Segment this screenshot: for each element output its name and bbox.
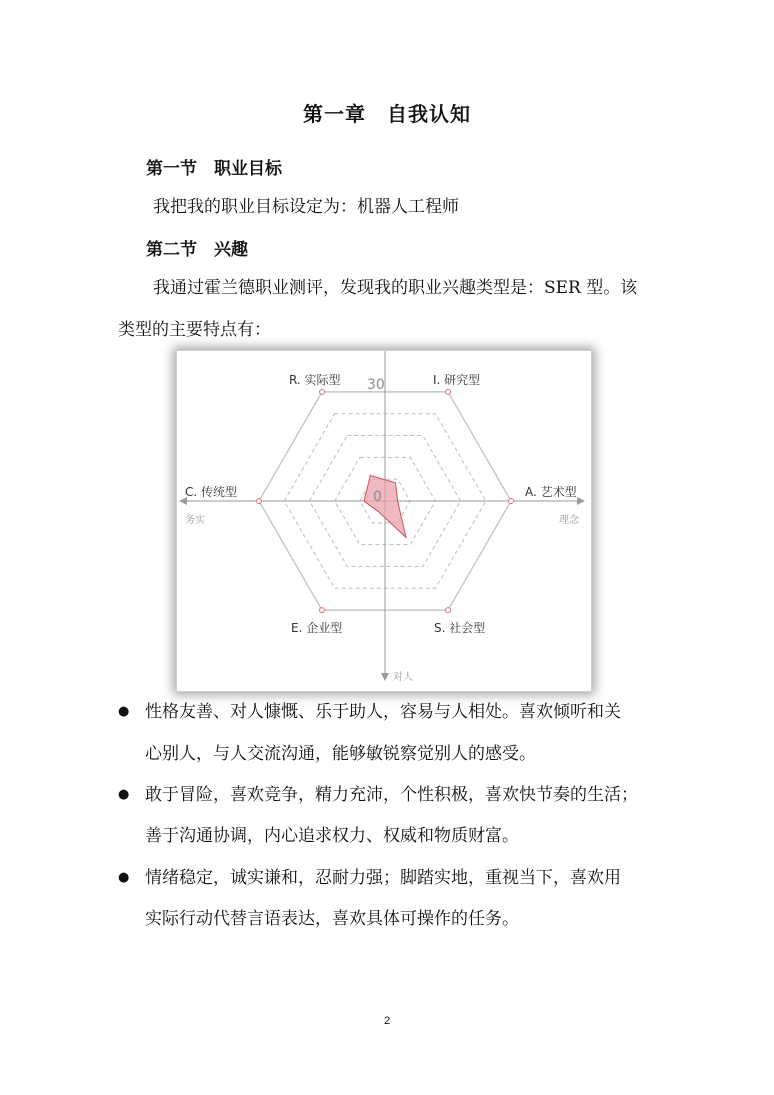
radar-vertex-dot	[509, 499, 514, 504]
radar-vertex-dot	[257, 499, 262, 504]
bullet-symbol-1: ●	[118, 704, 130, 719]
radar-vertex-dot	[320, 608, 325, 613]
section-title-career-goal: 第一节 职业目标	[146, 159, 282, 179]
interest-intro-line2: 类型的主要特点有：	[118, 320, 271, 340]
side-label-people: 对人	[393, 672, 413, 683]
bullet-2-line-1: 敢于冒险，喜欢竞争，精力充沛，个性积极，喜欢快节奏的生活；	[145, 785, 638, 805]
horizontal-axis-arrow-right	[577, 497, 585, 505]
career-goal-text: 我把我的职业目标设定为：机器人工程师	[153, 197, 459, 217]
bullet-3-line-1: 情绪稳定，诚实谦和，忍耐力强；脚踏实地，重视当下，喜欢用	[145, 868, 621, 888]
vertical-axis-arrow-bottom	[381, 673, 389, 681]
tick-label-max: 30	[367, 377, 385, 393]
bullet-symbol-2: ●	[118, 787, 130, 802]
bullet-3-line-2: 实际行动代替言语表达，喜欢具体可操作的任务。	[145, 909, 519, 929]
axis-label-social: S. 社会型	[434, 621, 486, 635]
tick-label-zero: 0	[373, 489, 382, 505]
chapter-title: 第一章 自我认知	[303, 102, 471, 126]
bullet-symbol-3: ●	[118, 870, 130, 885]
bullet-1-line-2: 心别人，与人交流沟通，能够敏锐察觉别人的感受。	[145, 744, 536, 764]
radar-vertex-dot	[446, 608, 451, 613]
bullet-2-line-2: 善于沟通协调，内心追求权力、权威和物质财富。	[145, 826, 519, 846]
axis-label-enterprising: E. 企业型	[291, 621, 343, 635]
axis-label-artistic: A. 艺术型	[525, 485, 577, 499]
axis-label-investigative: I. 研究型	[433, 373, 481, 387]
radar-vertex-dot	[446, 389, 451, 394]
side-label-idealistic: 理念	[559, 515, 579, 526]
bullet-1-line-1: 性格友善、对人慷慨、乐于助人，容易与人相处。喜欢倾听和关	[145, 702, 621, 722]
axis-label-conventional: C. 传统型	[185, 485, 238, 499]
interest-intro-line1: 我通过霍兰德职业测评，发现我的职业兴趣类型是：SER 型。该	[153, 278, 638, 298]
section-title-interest: 第二节 兴趣	[146, 240, 248, 260]
radar-vertex-dot	[320, 389, 325, 394]
side-label-practical: 务实	[185, 515, 205, 526]
axis-label-realistic: R. 实际型	[289, 373, 341, 387]
page-number: 2	[383, 1015, 391, 1027]
radar-chart-svg	[177, 351, 591, 691]
radar-axes	[179, 351, 585, 681]
holland-radar-chart	[176, 350, 592, 692]
